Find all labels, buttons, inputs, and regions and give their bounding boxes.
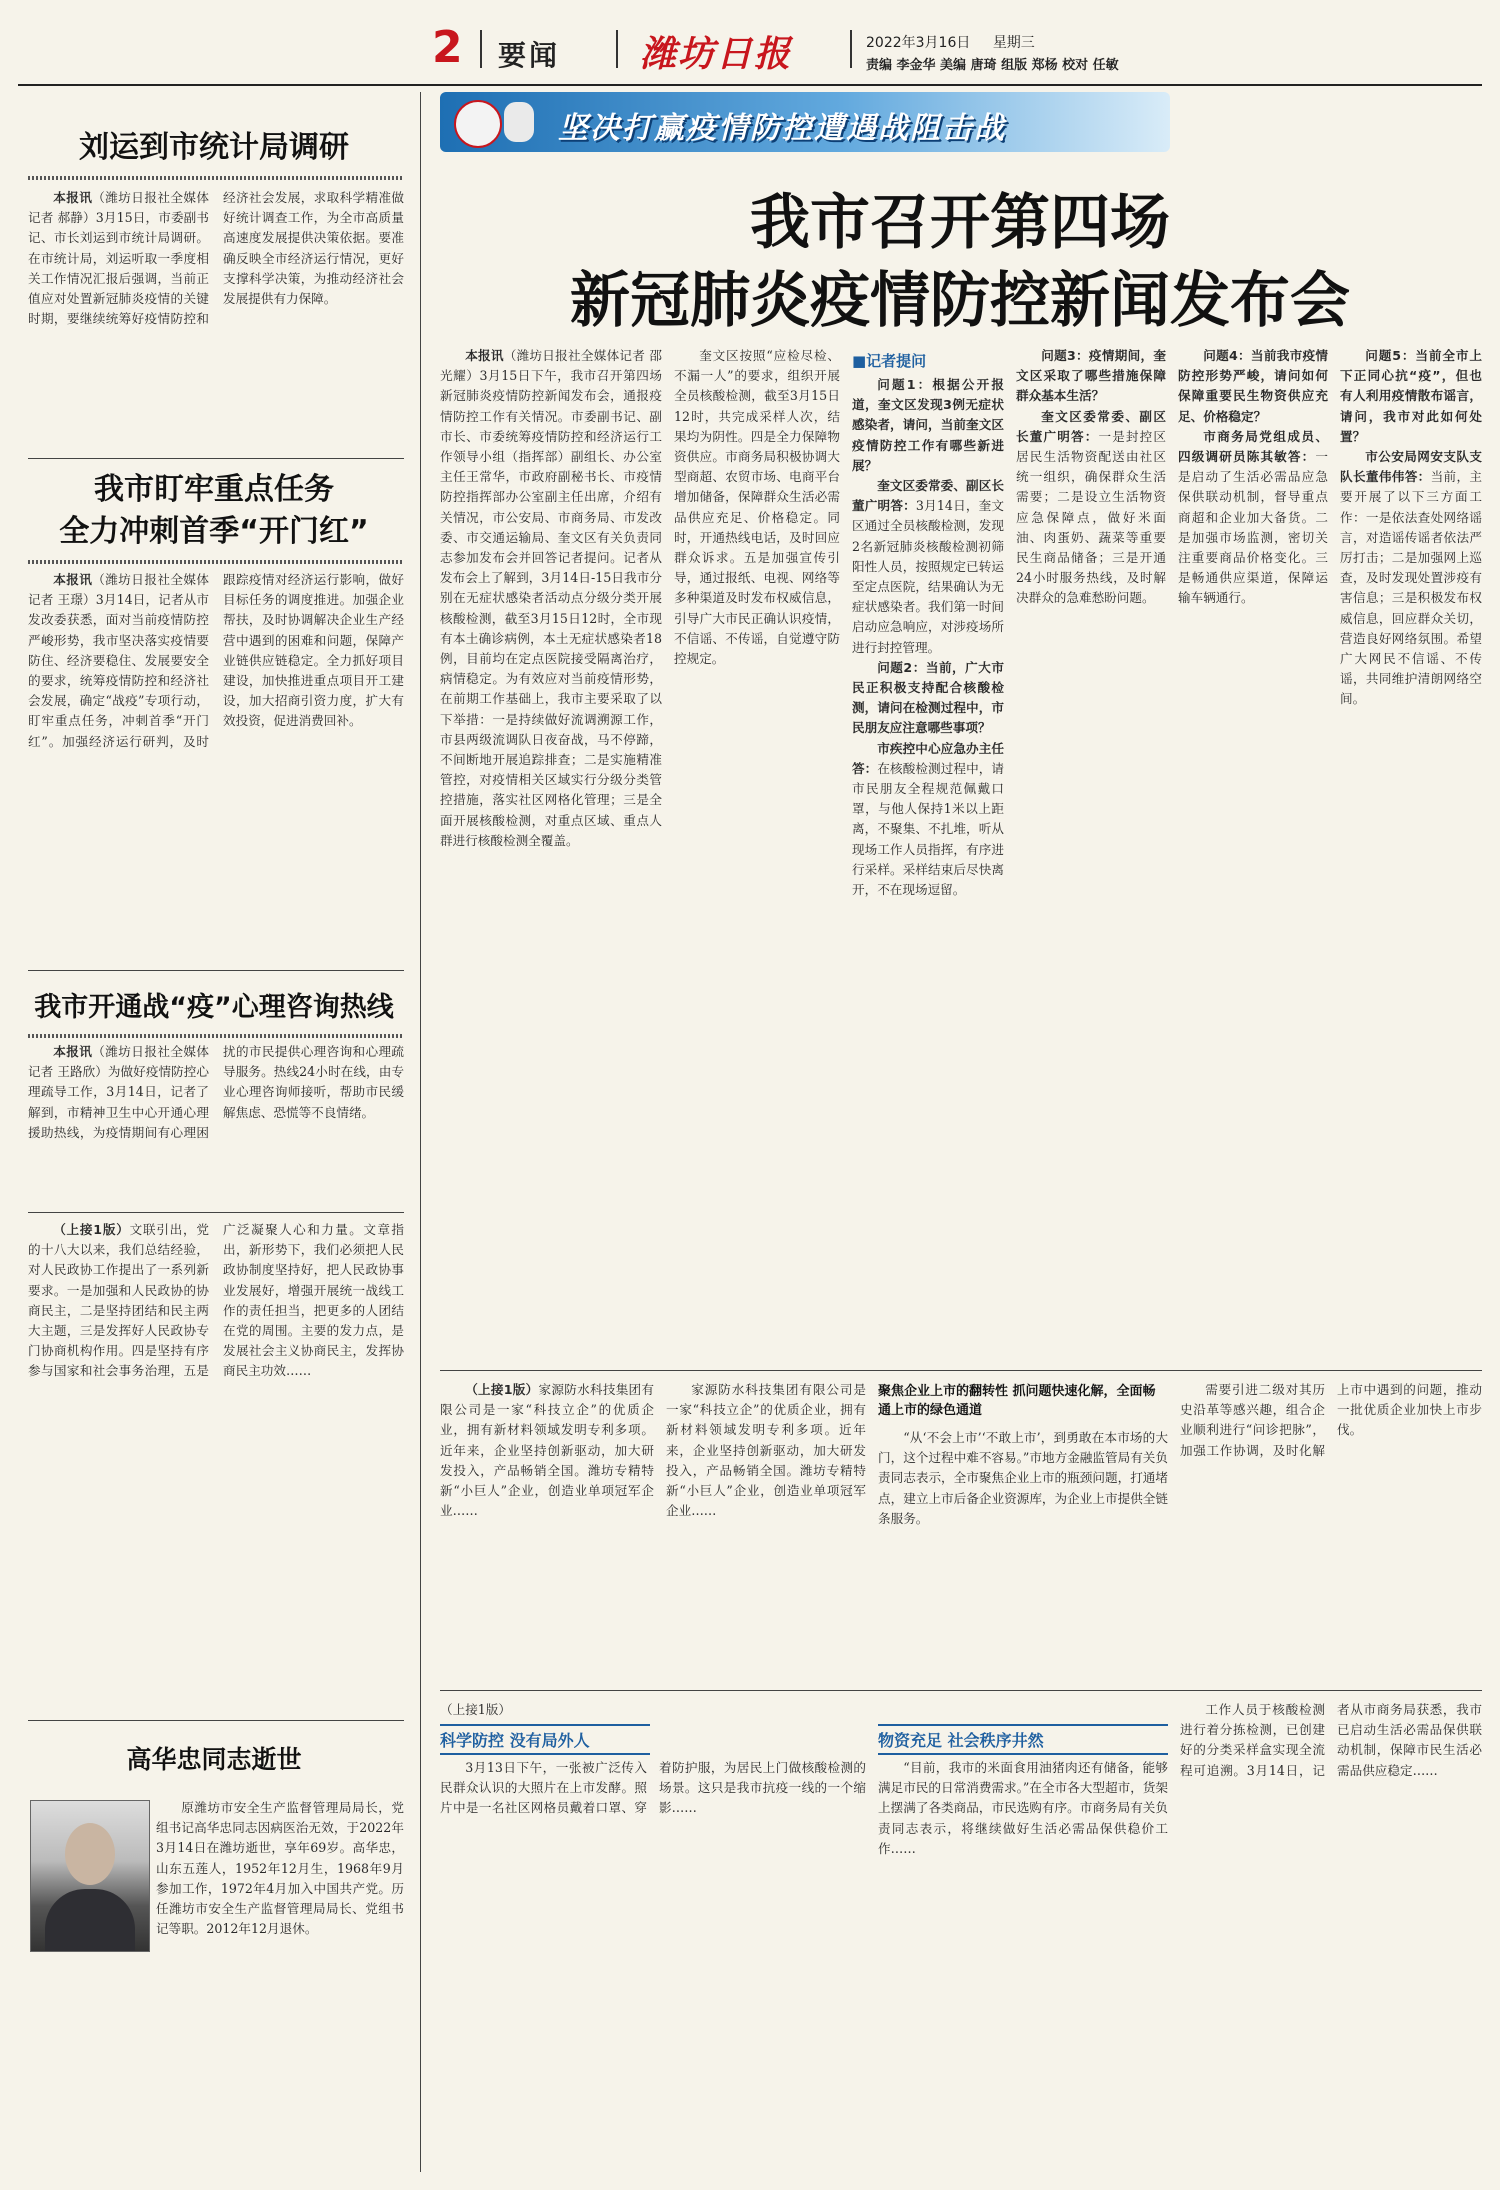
page-number: 2 — [432, 22, 463, 73]
right-section-body: 需要引进二级对其历史沿革等感兴趣，组合企业顺利进行“问诊把脉”，加强工作协调，及时化解上市中遇到的问题，推动一批优质企业加快上市步伐。 — [1180, 1382, 1482, 1458]
story-body: 本报讯（潍坊日报社全媒体记者 王璟）3月14日，记者从市发改委获悉，面对当前疫情防控严峻形势，我市坚决落实疫情要防住、经济要稳住、发展要安全的要求，统筹疫情防控和经济社会发展，确定“战疫”专项行动，盯牢重点任务，冲刺首季“开门红”。加强经济运行研判，及时跟踪疫情对经济运行影响，做好目标任务的调度推进。加强企业帮扶，及时协调解决企业生产经营中遇到的困难和问题，保障产业链供应链稳定。全力抓好项目建设，加快推进重点项目开工建设，加大招商引资力度，扩大有效投资，促进消费回补。 — [28, 572, 404, 749]
lead-story-col6: 问题5：当前全市上下正同心抗“疫”，但也有人利用疫情散布谣言，请问，我市对此如何处置？ 市公安局网安支队支队长董伟伟答：当前，主要开展了以下三方面工作：一是依法查处网络谣言，对造谣传谣者依法严厉打击；二是加强网上巡查，及时发现处置涉疫有害信息；三是积极发布权威信息，回应群众关切，营造良好网络氛围。希望广大网民不信谣、不传谣，共同维护清朗网络空间。 — [1340, 348, 1482, 707]
lead-story-col4: 问题3：疫情期间，奎文区采取了哪些措施保障群众基本生活？ 奎文区委常委、副区长董广明答：一是封控区居民生活物资配送由社区统一组织，确保群众生活需要；二是设立生活物资应急保障点，做好米面油、肉蛋奶、蔬菜等重要民生商品储备；三是开通24小时服务热线，及时解决群众的急难愁盼问题。 — [1016, 348, 1166, 606]
story-body: 本报讯（潍坊日报社全媒体记者 王路欣）为做好疫情防控心理疏导工作，3月14日，记者了解到，市精神卫生中心开通心理援助热线，为疫情期间有心理困扰的市民提供心理咨询和心理疏导服务。热线24小时在线，由专业心理咨询师接听，帮助市民缓解焦虑、恐慌等不良情绪。 — [28, 1044, 404, 1140]
supply-body: “目前，我市的米面食用油猪肉还有储备，能够满足市民的日常消费需求。”在全市各大型超市，货架上摆满了各类商品，市民选购有序。市商务局有关负责同志表示，将继续做好生活必需品保供稳价工作…… — [878, 1760, 1168, 1856]
lead-title-line2: 新冠肺炎疫情防控新闻发布会 — [570, 266, 1350, 336]
lead-story-col3: ■记者提问 问题1：根据公开报道，奎文区发现3例无症状感染者，请问，当前奎文区疫情防控工作有哪些新进展？ 奎文区委常委、副区长董广明答：3月14日，奎文区通过全员核酸检测，发现2名新冠肺炎核酸检测初筛阳性人员，按照规定已转运至定点医院，结果确认为无症状感染者。我们第一时间启动应急响应，对涉疫场所进行封控管理。 问题2：当前，广大市民正积极支持配合核酸检测，请问在检测过程中，市民朋友应注意哪些事项？ 市疾控中心应急办主任答：在核酸检测过程中，请市民朋友全程规范佩戴口罩，与他人保持1米以上距离，不聚集、不扎堆，听从现场工作人员指挥，有序进行采样。采样结束后尽快离开，不在现场逗留。 — [852, 352, 1004, 898]
story-title: 我市盯牢重点任务 — [94, 472, 334, 507]
obituary-title: 高华忠同志逝世 — [126, 1745, 302, 1774]
story-body: 本报讯（潍坊日报社全媒体记者 郝静）3月15日，市委副书记、市长刘运到市统计局调研。在市统计局，刘运听取一季度相关工作情况汇报后强调，当前正值应对处置新冠肺炎疫情的关键时期，要继续统筹好疫情防控和经济社会发展，求取科学精准做好统计调查工作，为全市高质量高速度发展提供决策依据。要准确反映全市经济运行情况，更好支撑科学决策，为推动经济社会发展提供有力保障。 — [28, 190, 404, 327]
lead-story-col5: 问题4：当前我市疫情防控形势严峻，请问如何保障重要民生物资供应充足、价格稳定？ 市商务局党组成员、四级调研员陈其敏答：一是启动了生活必需品应急保供联动机制，督导重点商超和企业加大备货。二是加强市场监测，密切关注重要商品价格变化。三是畅通供应渠道，保障运输车辆通行。 — [1178, 348, 1328, 606]
science-kicker: （上接1版） — [440, 1702, 511, 1717]
science-body: 3月13日下午，一张被广泛传入民群众认识的大照片在上市发酵。照片中是一名社区网格员戴着口罩、穿着防护服，为居民上门做核酸检测的场景。这只是我市抗疫一线的一个缩影…… — [440, 1760, 866, 1816]
portrait-photo — [30, 1800, 150, 1952]
lead-title-line1: 我市召开第四场 — [750, 188, 1170, 258]
issue-weekday: 星期三 — [992, 35, 1035, 51]
lead-story-col2: 奎文区按照“应检尽检、不漏一人”的要求，组织开展全员核酸检测，截至3月15日12时，共完成采样人次，结果均为阴性。四是全力保障物资供应。市商务局积极协调大型商超、农贸市场、电商平台增加储备，保障群众生活必需品供应充足、价格稳定。同时，开通热线电话，及时回应群众诉求。五是加强宣传引导，通过报纸、电视、网络等多种渠道及时发布权威信息，引导广大市民正确认识疫情，不信谣、不传谣，自觉遵守防控规定。 — [674, 348, 840, 667]
science-title: 科学防控 没有局外人 — [440, 1724, 650, 1755]
mid-section-title: 聚焦企业上市的翻转性 抓问题快速化解，全面畅通上市的绿色通道 — [878, 1384, 1156, 1418]
story-title: 我市开通战“疫”心理咨询热线 — [34, 992, 394, 1023]
banner-slogan: 坚决打赢疫情防控遭遇战阻击战 — [558, 111, 1006, 146]
reporter-ask-heading: ■记者提问 — [852, 352, 927, 370]
issue-date: 2022年3月16日 — [866, 35, 971, 51]
commentary-body: （上接1版）文联引出，党的十八大以来，我们总结经验，对人民政协工作提出了一系列新要求。一是加强和人民政协的协商民主，二是坚持团结和民主两大主题，三是发挥好人民政协专门协商机构作用。四是坚持有序参与国家和社会事务治理，五是广泛凝聚人心和力量。文章指出，新形势下，我们必须把人民政协制度坚持好，把人民政协事业发展好，增强开展统一战线工作的责任担当，把更多的人团结在党的周围。主要的发力点，是发展社会主义协商民主，发挥协商民主功效…… — [28, 1222, 404, 1379]
story-subtitle: 全力冲刺首季“开门红” — [59, 514, 369, 549]
enterprise-body: （上接1版）家源防水科技集团有限公司是一家“科技立企”的优质企业，拥有新材料领域发明专利多项。近年来，企业坚持创新驱动，加大研发投入，产品畅销全国。潍坊专精特新“小巨人”企业，创造业单项冠军企业…… — [440, 1382, 654, 1519]
mid-section-body: “从‘不会上市’‘不敢上市’，到勇敢在本市场的大门，这个过程中难不容易。”市地方金融监管局有关负责同志表示，全市聚焦企业上市的瓶颈问题，打通堵点，建立上市后备企业资源库，为企业上市提供全链条服务。 — [878, 1430, 1168, 1526]
story-title: 刘运到市统计局调研 — [79, 130, 349, 165]
enterprise-body-2: 家源防水科技集团有限公司是一家“科技立企”的优质企业，拥有新材料领域发明专利多项。近年来，企业坚持创新驱动，加大研发投入，产品畅销全国。潍坊专精特新“小巨人”企业，创造业单项冠军企业…… — [666, 1382, 866, 1519]
lead-story-col1: 本报讯（潍坊日报社全媒体记者 邵光耀）3月15日下午，我市召开第四场新冠肺炎疫情防控新闻发布会，通报疫情防控工作有关情况。市委副书记、副市长、市委统筹疫情防控和经济运行工作领导小组（指挥部）副组长、办公室主任王常华，市政府副秘书长、市疫情防控指挥部办公室副主任出席，介绍有关情况，市公安局、市商务局、市发改委、市交通运输局、奎文区有关负责同志参加发布会并回答记者提问。记者从发布会上了解到，3月14日-15日我市分别在无症状感染者活动点分级分类开展核酸检测，截至3月15日12时，全市现有本土确诊病例，本土无症状感染者18例，目前均在定点医院接受隔离治疗，病情稳定。为有效应对当前疫情形势，在前期工作基础上，我市主要采取了以下举措：一是持续做好流调溯源工作，市县两级流调队日夜奋战，马不停蹄，不间断地开展追踪排查；二是实施精准管控，对疫情相关区域实行分级分类管控措施，落实社区网格化管理；三是全面开展核酸检测，对重点区域、重点人群进行核酸检测全覆盖。 — [440, 348, 662, 848]
far-right-body: 工作人员于核酸检测进行着分拣检测，已创建好的分类采样盒实现全流程可追溯。3月14日，记者从市商务局获悉，我市已启动生活必需品保供联动机制，保障市民生活必需品供应稳定…… — [1180, 1702, 1482, 1778]
masthead-logo: 潍坊日报 — [640, 33, 793, 75]
section-name: 要闻 — [498, 39, 561, 72]
supply-title: 物资充足 社会秩序井然 — [878, 1724, 1168, 1755]
editor-line: 责编 李金华 美编 唐琦 组版 郑杨 校对 任敏 — [866, 58, 1119, 73]
page-header — [420, 24, 1500, 82]
obituary-body: 原潍坊市安全生产监督管理局局长，党组书记高华忠同志因病医治无效，于2022年3月14日在潍坊逝世，享年69岁。高华忠，山东五莲人，1952年12月生，1968年9月参加工作，1972年4月加入中国共产党。历任潍坊市安全生产监督管理局局长、党组书记等职。2012年12月退休。 — [156, 1800, 404, 1937]
campaign-banner — [440, 92, 1170, 152]
